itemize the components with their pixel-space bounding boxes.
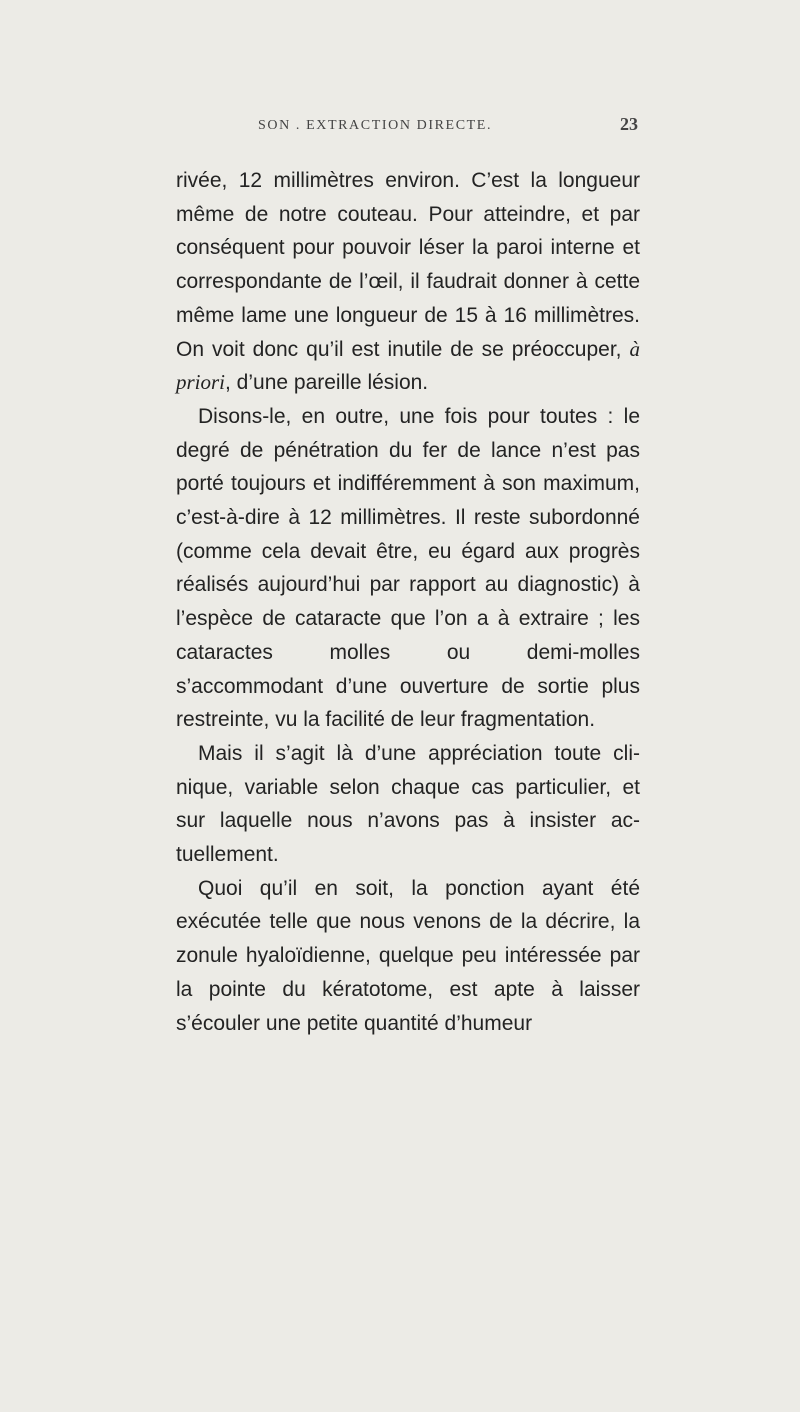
italic-phrase: à priori (176, 336, 640, 395)
paragraph-3: Mais il s’agit là d’une appréciation toute clinique, variable selon chaque cas particulier, et sur laquelle nous n’avons pas à insister actuellement. (176, 741, 640, 867)
page-number: 23 (620, 114, 638, 134)
paragraph-2: Disons-le, en outre, une fois pour toutes : le degré de pénétration du fer de lance n’est pas porté toujours et indifféremment à son maximum, c’est-à-dire à 12 millimètres. Il reste subordonné (comme cela devait être, eu égard aux progrès réalisés aujourd’hui par rapport au diagnostic) à l’espèce de cataracte que l’on a à extraire ; les cataractes molles ou demi-molles s’accommodant d’une ouverture de sortie plus restreinte, vu la facilité de leur fragmentation. (176, 404, 640, 732)
paragraph-1 (176, 164, 640, 400)
running-head (258, 114, 638, 138)
running-title: SON . EXTRACTION DIRECTE. (258, 118, 493, 133)
paragraph-1-text-end: , d’une pareille lésion. (225, 371, 429, 395)
paragraph-4: Quoi qu’il en soit, la ponction ayant été exécutée telle que nous venons de la décrire, la zonule hyaloïdienne, quelque peu intéressée par la pointe du kératotome, est apte à laisser s’écouler une petite quantité d’humeur (176, 876, 640, 1035)
body-text (176, 164, 640, 1040)
paragraph-1-text-start: rivée, 12 millimètres environ. C’est la longueur même de notre couteau. Pour atteindre, et par conséquent pour pouvoir léser la paroi interne et correspondante de l’œil, il faudrait donner à cette même lame une longueur de 15 à 16 millimètres. On voit donc qu’il est inutile de se préoccuper, (176, 169, 640, 361)
